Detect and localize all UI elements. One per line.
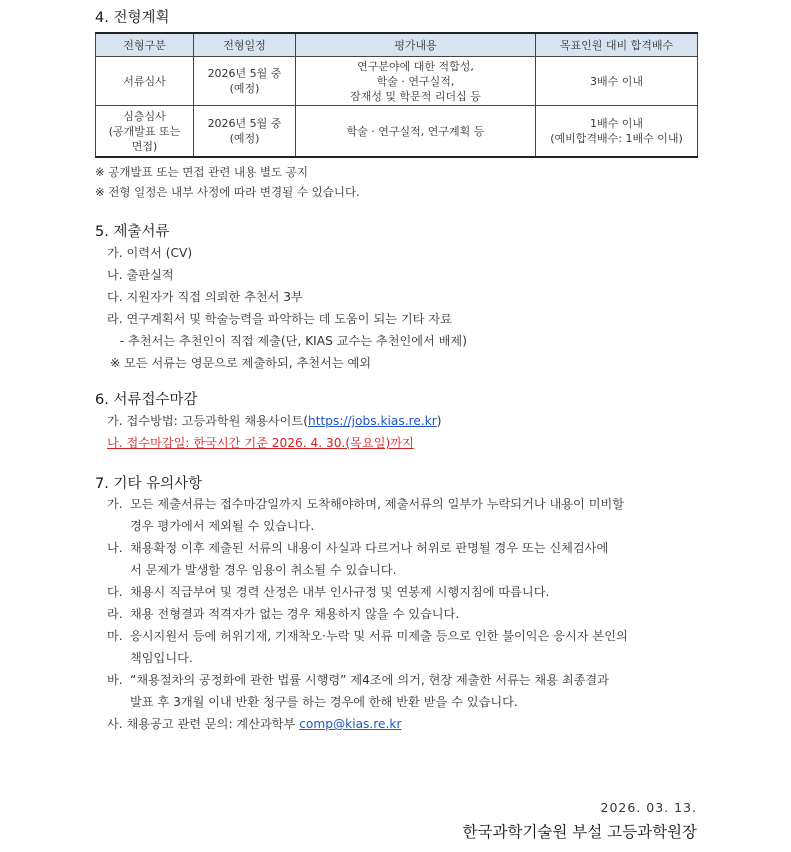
item-line: 경우 평가에서 제외될 수 있습니다. xyxy=(130,519,315,533)
item-line: “채용절차의 공정화에 관한 법률 시행령” 제4조에 의거, 현장 제출한 서류는 채용 최종결과 xyxy=(130,673,609,687)
contact-email-link[interactable]: comp@kias.re.kr xyxy=(299,717,402,731)
header-cell: 목표인원 대비 합격배수 xyxy=(536,33,698,57)
method-suffix: ) xyxy=(436,414,442,428)
list-item xyxy=(107,537,697,581)
cell-line: (예정) xyxy=(229,82,260,95)
cell-line: (예비합격배수: 1배수 이내) xyxy=(550,132,683,145)
list-item: 나. 출판실적 xyxy=(107,268,174,282)
item-marker: 라. xyxy=(107,607,123,621)
note-line: ※ 공개발표 또는 면접 관련 내용 별도 공지 xyxy=(95,165,308,179)
item-line: 응시지원서 등에 허위기재, 기재착오·누락 및 서류 미제출 등으로 인한 불이익은 응시자 본인의 xyxy=(130,629,628,643)
list-item: 라. 연구계획서 및 학술능력을 파악하는 데 도움이 되는 기타 자료 xyxy=(107,312,452,326)
cell-multiple xyxy=(536,106,698,158)
item-line: 모든 제출서류는 접수마감일까지 도착해야하며, 제출서류의 일부가 누락되거나 내용이 미비할 xyxy=(130,497,625,511)
list-item xyxy=(107,603,697,625)
cell-line: 1배수 이내 xyxy=(590,117,643,130)
cell-schedule xyxy=(194,57,296,106)
item-line: 서 문제가 발생할 경우 임용이 취소될 수 있습니다. xyxy=(130,563,397,577)
cell-line: 2026년 5월 중 xyxy=(207,117,282,130)
item-marker: 마. xyxy=(107,629,123,643)
item-line: 발표 후 3개월 이내 반환 청구를 하는 경우에 한해 반환 받을 수 있습니다. xyxy=(130,695,518,709)
item-line: 채용확정 이후 제출된 서류의 내용이 사실과 다르거나 허위로 판명될 경우 또는 신체검사에 xyxy=(130,541,609,555)
cell-line: 2026년 5월 중 xyxy=(207,67,282,80)
list-item: 가. 이력서 (CV) xyxy=(107,246,193,260)
issuer-name: 한국과학기술원 부설 고등과학원장 xyxy=(462,823,697,841)
item-line: 채용 전형결과 적격자가 없는 경우 채용하지 않을 수 있습니다. xyxy=(130,607,460,621)
item-marker: 다. xyxy=(107,585,123,599)
issue-date: 2026. 03. 13. xyxy=(600,800,697,815)
deadline-text: 나. 접수마감일: 한국시간 기준 2026. 4. 30.(목요일)까지 xyxy=(107,436,414,450)
item-marker: 나. xyxy=(107,541,123,555)
cell-content: 학술 · 연구실적, 연구계획 등 xyxy=(296,106,536,158)
contact-prefix: 사. 채용공고 관련 문의: 계산과학부 xyxy=(107,717,300,731)
item-marker: 가. xyxy=(107,497,123,511)
cell-schedule xyxy=(194,106,296,158)
section-5-title: 5. 제출서류 xyxy=(95,224,170,240)
table-row xyxy=(96,57,698,106)
section-7-title: 7. 기타 유의사항 xyxy=(95,476,203,492)
cell-type: 서류심사 xyxy=(96,57,194,106)
item-body xyxy=(130,603,697,625)
header-cell: 전형일정 xyxy=(194,33,296,57)
cell-line: (공개발표 또는 xyxy=(108,124,181,138)
header-cell: 전형구분 xyxy=(96,33,194,57)
item-body xyxy=(130,625,697,669)
item-body xyxy=(130,537,697,581)
cell-multiple: 3배수 이내 xyxy=(536,57,698,106)
header-cell: 평가내용 xyxy=(296,33,536,57)
list-item xyxy=(107,669,697,713)
item-line: 채용시 직급부여 및 경력 산정은 내부 인사규정 및 연봉제 시행지침에 따릅니다. xyxy=(130,585,550,599)
contact-line xyxy=(107,713,697,735)
cell-line: 학술 · 연구실적, xyxy=(376,74,455,88)
cell-line: 심층심사 xyxy=(123,109,166,123)
table-row xyxy=(96,106,698,158)
note-line: ※ 전형 일정은 내부 사정에 따라 변경될 수 있습니다. xyxy=(95,185,360,199)
item-body xyxy=(130,581,697,603)
item-body xyxy=(130,669,697,713)
notice-list xyxy=(107,493,697,735)
list-item xyxy=(107,581,697,603)
item-body xyxy=(130,493,697,537)
schedule-table xyxy=(95,32,698,158)
section-6-title: 6. 서류접수마감 xyxy=(95,392,198,408)
jobs-site-link[interactable]: https://jobs.kias.re.kr xyxy=(307,414,437,428)
list-item: - 추천서는 추천인이 직접 제출(단, KIAS 교수는 추천인에서 배제) xyxy=(112,334,467,348)
list-item: 다. 지원자가 직접 의뢰한 추천서 3부 xyxy=(107,290,303,304)
list-item xyxy=(107,625,697,669)
cell-line: (예정) xyxy=(229,132,260,145)
item-line: 책임입니다. xyxy=(130,651,193,665)
method-prefix: 가. 접수방법: 고등과학원 채용사이트( xyxy=(107,414,308,428)
submission-method xyxy=(107,412,442,429)
list-item: ※ 모든 서류는 영문으로 제출하되, 추천서는 예외 xyxy=(110,356,372,370)
list-item xyxy=(107,493,697,537)
item-marker: 바. xyxy=(107,673,123,687)
cell-type xyxy=(96,106,194,158)
section-4-title: 4. 전형계획 xyxy=(95,10,170,26)
cell-line: 연구분야에 대한 적합성, xyxy=(357,59,474,73)
cell-line: 면접) xyxy=(131,139,158,153)
cell-content xyxy=(296,57,536,106)
table-header-row xyxy=(96,33,698,57)
cell-line: 잠재성 및 학문적 리더십 등 xyxy=(350,89,481,103)
